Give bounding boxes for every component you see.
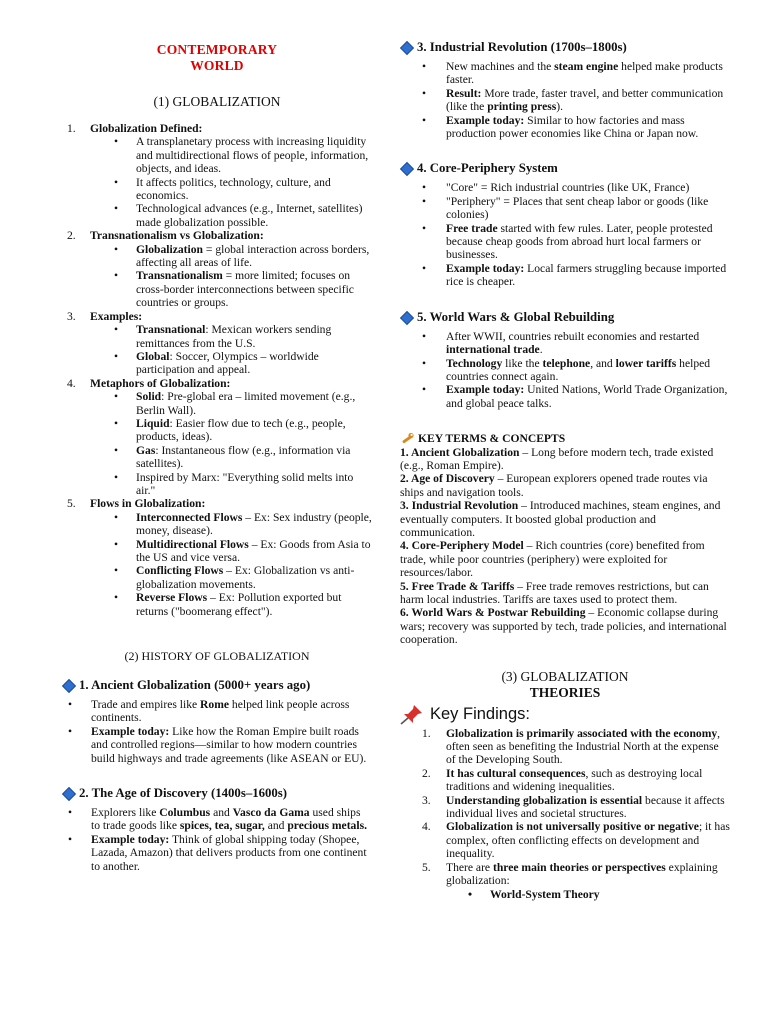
item-title: Globalization Defined: xyxy=(90,122,203,135)
bullet-dot: • xyxy=(422,261,427,275)
history-left-blocks xyxy=(62,678,372,873)
item-title: Transnationalism vs Globalization: xyxy=(90,229,264,243)
outline-item xyxy=(62,122,372,135)
finding-item xyxy=(400,794,730,821)
finding-item xyxy=(400,820,730,860)
bullet-item xyxy=(62,390,372,417)
bullet-text: – Ex: Sex industry (people, money, disease). xyxy=(136,510,372,538)
history-bullet xyxy=(62,833,372,873)
text: Think of global shipping today (Shopee, Lazada, Amazon) that delivers products from one continent to another. xyxy=(91,832,367,873)
finding-number: 4. xyxy=(422,820,431,834)
key-term-desc: – Free trade removes restrictions, but can harm local industries. Tariffs are taxes used to protect them. xyxy=(400,579,709,606)
bullet-text: : Soccer, Olympics – worldwide participation and appeal. xyxy=(136,349,319,377)
section-3-heading xyxy=(400,669,730,701)
bullet-dot: • xyxy=(114,135,119,149)
bullet-dot: • xyxy=(114,591,119,605)
history-bullet xyxy=(62,698,372,725)
bullet-text: : Mexican workers sending remittances from the U.S. xyxy=(136,323,332,350)
bullet-text: – Ex: Pollution exported but returns ("boomerang effect"). xyxy=(136,591,342,618)
bullet-dot: • xyxy=(114,349,119,363)
bullet-dot: • xyxy=(68,806,73,820)
finding-number: 1. xyxy=(422,726,431,740)
text: Similar to how factories and mass production power economies like China or Japan now. xyxy=(446,113,699,141)
key-term xyxy=(400,606,730,646)
history-heading xyxy=(62,678,372,693)
text: Like how the Roman Empire built roads and controlled regions—similar to how modern countries build highways and trade agreements (like ASEAN or EU). xyxy=(91,724,367,765)
bullet-dot: • xyxy=(422,356,427,370)
bullet-bold: Globalization xyxy=(136,242,203,256)
key-term xyxy=(400,580,730,607)
key-term-desc: – Introduced machines, steam engines, and eventually computers. It boosted global production and communication. xyxy=(400,499,721,539)
bullet-dot: • xyxy=(68,724,73,738)
item-number: 3. xyxy=(67,309,76,323)
key-terms-heading xyxy=(400,432,730,445)
bold-text: Example today: xyxy=(446,113,525,127)
bullet-bold: Transnational xyxy=(136,323,206,337)
theory-bullet-text: World-System Theory xyxy=(490,887,600,901)
right-column xyxy=(400,0,730,901)
text: "Core" = Rich industrial countries (like UK, France) xyxy=(446,181,690,195)
history-heading-text: 1. Ancient Globalization (5000+ years ago) xyxy=(79,678,311,693)
key-term xyxy=(400,446,730,473)
bullet-dot: • xyxy=(422,221,427,235)
finding-item xyxy=(400,727,730,767)
doc-title xyxy=(62,42,372,74)
globalization-list xyxy=(62,122,372,618)
bullet-dot: • xyxy=(114,242,119,256)
bold-text: precious metals. xyxy=(287,819,367,833)
bold-text: Free trade xyxy=(446,221,498,235)
bold-text: telephone xyxy=(542,356,591,370)
text: More trade, faster travel, and better communication (like the xyxy=(446,86,724,114)
key-term-desc: – Economic collapse during wars; recovery was supported by tech, trade policies, and international cooperation. xyxy=(400,606,727,647)
text: There are xyxy=(446,860,493,874)
bullet-text: = global interaction across borders, affecting all areas of life. xyxy=(136,242,370,270)
bullet-dot: • xyxy=(68,698,73,712)
bold-text: printing press xyxy=(487,100,557,114)
bold-text: It has cultural consequences xyxy=(446,766,586,780)
history-heading xyxy=(400,161,730,176)
doc-title-line2: WORLD xyxy=(190,58,244,73)
key-terms-heading-text: KEY TERMS & CONCEPTS xyxy=(418,432,566,446)
section-2-heading: (2) HISTORY OF GLOBALIZATION xyxy=(124,649,310,664)
bullet-dot: • xyxy=(422,60,427,73)
text: "Periphery" = Places that sent cheap labor or goods (like colonies) xyxy=(446,194,709,222)
bullet-dot: • xyxy=(422,383,427,397)
bold-text: Rome xyxy=(200,698,230,712)
bullet-text: – Ex: Goods from Asia to the US and vice versa. xyxy=(136,537,371,564)
history-heading-text: 5. World Wars & Global Rebuilding xyxy=(417,309,615,324)
section-1-heading: (1) GLOBALIZATION xyxy=(153,94,281,109)
text: ). xyxy=(556,100,564,114)
history-bullet xyxy=(400,87,730,114)
history-bullet xyxy=(400,357,730,384)
history-bullet xyxy=(400,195,730,222)
bullet-item xyxy=(62,444,372,471)
key-term-name: 6. World Wars & Postwar Rebuilding xyxy=(400,606,586,620)
text: because it affects individual lives and societal structures. xyxy=(446,793,725,821)
key-term-desc: – European explorers opened trade routes via ships and navigation tools. xyxy=(400,472,708,499)
bold-text: Example today: xyxy=(446,383,525,397)
text: , such as destroying local traditions and widening inequalities. xyxy=(446,766,703,794)
bullet-item xyxy=(62,417,372,444)
text: Local farmers struggling because imported rice is cheaper. xyxy=(446,261,727,289)
outline-item xyxy=(62,497,372,510)
history-bullet xyxy=(400,222,730,262)
bullet-dot: • xyxy=(422,329,427,343)
bullet-text: Technological advances (e.g., Internet, satellites) made globalization possible. xyxy=(136,202,363,229)
history-bullet xyxy=(400,114,730,141)
bullet-dot: • xyxy=(114,537,119,551)
finding-item xyxy=(400,861,730,888)
bullet-dot: • xyxy=(114,443,119,457)
text: New machines and the xyxy=(446,60,555,73)
history-bullet xyxy=(62,806,372,833)
doc-title-line1: CONTEMPORARY xyxy=(156,42,278,57)
diamond-bullet-icon xyxy=(400,41,414,55)
bold-text: Globalization is not universally positive or negative xyxy=(446,820,699,834)
bullet-dot: • xyxy=(422,194,427,208)
bold-text: Globalization is primarily associated with the economy xyxy=(446,726,718,740)
bold-text: Columbus xyxy=(159,806,211,820)
text: United Nations, World Trade Organization, and global peace talks. xyxy=(446,383,728,410)
bullet-bold: Liquid xyxy=(136,416,170,430)
bold-text: Vasco da Gama xyxy=(232,806,310,820)
bold-text: Example today: xyxy=(91,832,170,846)
bullet-bold: Reverse Flows xyxy=(136,591,208,605)
history-bullet xyxy=(400,330,730,357)
bullet-dot: • xyxy=(114,416,119,430)
history-heading xyxy=(400,40,730,55)
bold-text: Understanding globalization is essential xyxy=(446,793,643,807)
section-3-heading-line2: THEORIES xyxy=(529,684,601,700)
history-bullet xyxy=(400,262,730,289)
key-term-name: 3. Industrial Revolution xyxy=(400,499,519,513)
key-term xyxy=(400,499,730,539)
bullet-text: It affects politics, technology, culture, and economics. xyxy=(136,175,331,203)
bullet-bold: Global xyxy=(136,349,170,363)
text: Trade and empires like xyxy=(91,698,201,712)
bullet-item xyxy=(62,243,372,270)
bold-text: Example today: xyxy=(91,724,170,738)
bold-text: lower tariffs xyxy=(615,356,677,370)
bold-text: Technology xyxy=(446,356,503,370)
key-findings-text: Key Findings: xyxy=(430,704,530,723)
bullet-dot: • xyxy=(114,202,119,216)
text: helped make products faster. xyxy=(446,60,723,87)
bold-text: spices, tea, sugar, xyxy=(179,819,265,833)
bullet-item xyxy=(62,176,372,203)
bullet-item xyxy=(62,471,372,498)
finding-item xyxy=(400,767,730,794)
outline-item xyxy=(62,229,372,242)
bullet-text: A transplanetary process with increasing liquidity and multidirectional flows of people, information, objects, and ideas. xyxy=(136,135,369,176)
key-findings-title xyxy=(400,705,730,724)
bullet-bold: Gas xyxy=(136,443,156,457)
history-right-blocks xyxy=(400,40,730,410)
bullet-dot: • xyxy=(422,113,427,127)
bullet-text: = more limited; focuses on cross-border interconnections between specific countries or groups. xyxy=(136,269,354,310)
history-heading-text: 3. Industrial Revolution (1700s–1800s) xyxy=(417,40,627,54)
bullet-dot: • xyxy=(114,510,119,524)
bullet-dot: • xyxy=(114,323,119,337)
bullet-text: Inspired by Marx: "Everything solid melts into air." xyxy=(136,470,354,497)
outline-item xyxy=(62,377,372,390)
bold-text: steam engine xyxy=(554,60,619,73)
history-heading xyxy=(62,786,372,801)
text: Explorers like xyxy=(91,806,160,820)
finding-number: 5. xyxy=(422,860,431,874)
bullet-item xyxy=(62,135,372,175)
text: started with few rules. Later, people protested because cheap goods from abroad hurt local farmers or businesses. xyxy=(446,221,713,262)
bullet-text: : Easier flow due to tech (e.g., people, products, ideas). xyxy=(136,416,346,444)
item-number: 1. xyxy=(67,122,76,135)
text: After WWII, countries rebuilt economies and restarted xyxy=(446,329,700,343)
text: ; it has complex, often conflicting effects on development and inequality. xyxy=(446,820,730,861)
bold-text: three main theories or perspectives xyxy=(492,860,666,874)
bold-text: international trade xyxy=(446,343,540,357)
key-term xyxy=(400,472,730,499)
section-3-heading-line1: (3) GLOBALIZATION xyxy=(501,668,629,684)
item-number: 5. xyxy=(67,497,76,511)
item-number: 2. xyxy=(67,229,76,243)
diamond-bullet-icon xyxy=(62,679,76,693)
diamond-bullet-icon xyxy=(400,311,414,325)
bullet-dot: • xyxy=(422,86,427,100)
spacer xyxy=(400,289,730,310)
bullet-bold: Multidirectional Flows xyxy=(136,537,249,551)
bold-text: Result: xyxy=(446,86,482,100)
key-term xyxy=(400,539,730,579)
key-term-name: 4. Core-Periphery Model xyxy=(400,539,524,553)
key-findings-list xyxy=(400,727,730,888)
bullet-dot: • xyxy=(114,564,119,578)
text: like the xyxy=(502,356,543,370)
text: , often seen as benefiting the Industrial North at the expense of the Developing South. xyxy=(446,726,721,767)
bullet-dot: • xyxy=(114,470,119,484)
key-term-name: 1. Ancient Globalization xyxy=(400,445,520,459)
finding-number: 3. xyxy=(422,793,431,807)
key-term-desc: – Rich countries (core) benefited from trade, while poor countries (periphery) were exploited for resources/labor. xyxy=(400,539,705,580)
text: explaining globalization: xyxy=(446,860,718,888)
theory-bullet xyxy=(400,888,730,901)
bullet-item xyxy=(62,564,372,591)
history-bullet xyxy=(400,60,730,87)
bullet-item xyxy=(62,202,372,229)
key-term-name: 5. Free Trade & Tariffs xyxy=(400,579,515,593)
bullet-bold: Transnationalism xyxy=(136,269,223,283)
finding-number: 2. xyxy=(422,766,431,780)
key-term-name: 2. Age of Discovery xyxy=(400,472,495,486)
history-bullet xyxy=(400,181,730,194)
history-heading-text: 2. The Age of Discovery (1400s–1600s) xyxy=(79,786,288,801)
text: helped countries connect again. xyxy=(446,356,711,383)
bullet-item xyxy=(62,323,372,350)
key-terms-list xyxy=(400,446,730,647)
text: . xyxy=(539,343,543,357)
bullet-text: – Ex: Globalization vs anti-globalization movements. xyxy=(136,564,355,591)
diamond-bullet-icon xyxy=(62,787,76,801)
spacer xyxy=(62,765,372,786)
item-title: Flows in Globalization: xyxy=(90,497,206,511)
bullet-text: : Instantaneous flow (e.g., information via satellites). xyxy=(136,443,351,471)
bullet-item xyxy=(62,269,372,309)
item-title: Examples: xyxy=(90,309,143,323)
text: , and xyxy=(590,356,616,370)
bullet-dot: • xyxy=(68,832,73,846)
spacer xyxy=(400,140,730,161)
text: and xyxy=(264,819,288,833)
history-heading xyxy=(400,310,730,325)
text: and xyxy=(210,806,233,820)
bullet-item xyxy=(62,538,372,565)
history-bullet xyxy=(400,383,730,410)
item-number: 4. xyxy=(67,376,76,390)
bullet-item xyxy=(62,350,372,377)
history-bullet xyxy=(62,725,372,765)
bullet-dot: • xyxy=(422,181,427,195)
wrench-icon xyxy=(400,432,414,446)
bullet-item xyxy=(62,511,372,538)
bullet-bold: Conflicting Flows xyxy=(136,564,224,578)
pushpin-icon xyxy=(400,703,424,725)
key-term-desc: – Long before modern tech, trade existed (e.g., Roman Empire). xyxy=(400,445,714,472)
bold-text: Example today: xyxy=(446,261,525,275)
left-column xyxy=(62,0,372,873)
item-title: Metaphors of Globalization: xyxy=(90,376,231,390)
bullet-dot: • xyxy=(114,390,119,404)
bullet-item xyxy=(62,591,372,618)
outline-item xyxy=(62,310,372,323)
text: used ships to trade goods like xyxy=(91,806,361,833)
bullet-bold: Interconnected Flows xyxy=(136,510,243,524)
bullet-text: : Pre-global era – limited movement (e.g., Berlin Wall). xyxy=(136,390,356,417)
diamond-bullet-icon xyxy=(400,162,414,176)
history-heading-text: 4. Core-Periphery System xyxy=(417,161,558,176)
bullet-dot: • xyxy=(114,269,119,283)
bullet-dot: • xyxy=(468,887,473,901)
bullet-dot: • xyxy=(114,175,119,189)
bullet-bold: Solid xyxy=(136,390,162,404)
text: helped link people across continents. xyxy=(91,698,350,725)
